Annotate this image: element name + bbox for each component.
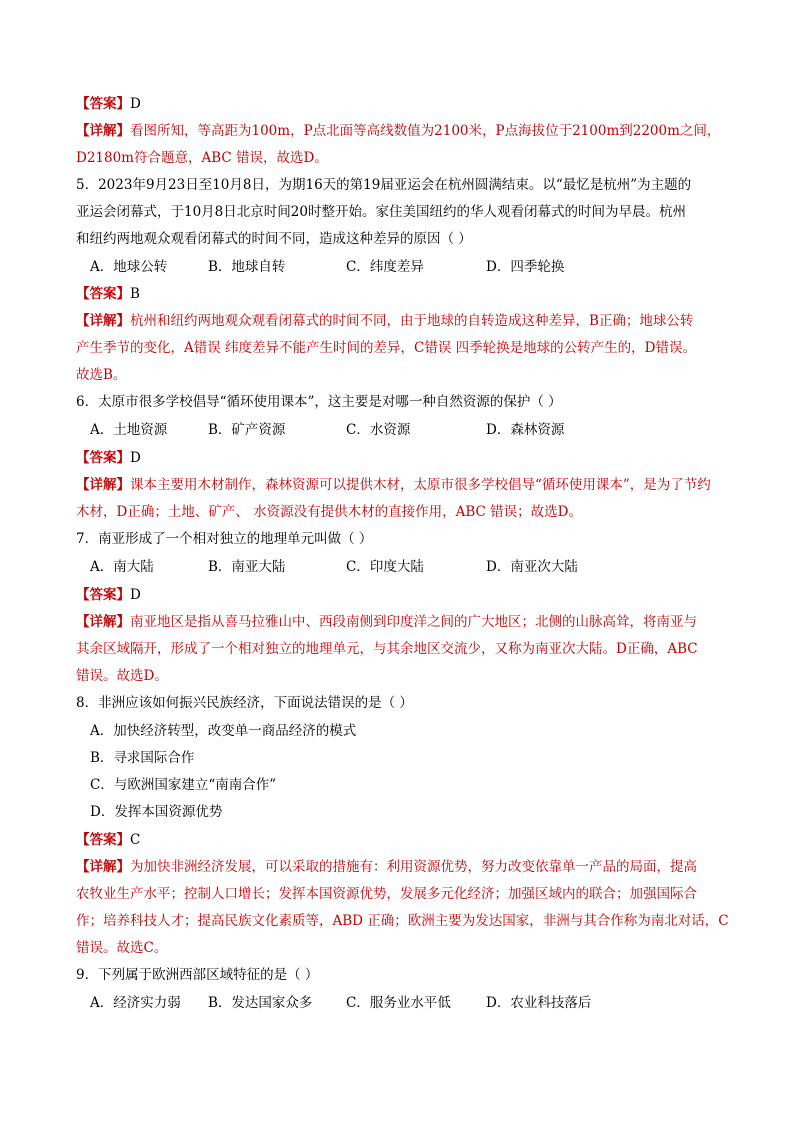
q6-detail-line-2: 木材，D正确；土地、矿产、 水资源没有提供木材的直接作用，ABC 错误；故选D。	[76, 504, 582, 520]
option-c: C．服务业水平低	[346, 995, 451, 1011]
detail-tag: 【详解】	[76, 123, 130, 139]
detail-text: 课本主要用木材制作，森林资源可以提供木材，太原市很多学校倡导“循环使用课本”，是为了节约	[130, 477, 711, 493]
q8-answer-line	[76, 830, 750, 850]
answer-tag: 【答案】	[76, 832, 130, 848]
q6-answer-line	[76, 448, 750, 468]
option-b: B．矿产资源	[208, 422, 286, 438]
detail-tag: 【详解】	[76, 313, 130, 329]
q8-detail-line-4: 错误。故选C。	[76, 940, 168, 956]
detail-text: 为加快非洲经济发展，可以采取的措施有：利用资源优势，努力改变依靠单一产品的局面，提高	[130, 859, 697, 875]
answer-tag: 【答案】	[76, 450, 130, 466]
answer-tag: 【答案】	[76, 587, 130, 603]
q7-answer-line	[76, 585, 750, 605]
q8-detail-line-2: 农牧业生产水平；控制人口增长；发挥本国资源优势，发展多元化经济；加强区域内的联合；加强国际合	[76, 886, 697, 902]
option-b: B．地球自转	[208, 259, 286, 275]
q8-detail-line-3: 作；培养科技人才；提高民族文化素质等，ABD 正确；欧洲主要为发达国家，非洲与其合作称为南北对话，C	[76, 913, 729, 929]
q5-answer-line	[76, 284, 750, 304]
detail-tag: 【详解】	[76, 859, 130, 875]
q7-detail-line-3: 错误。故选D。	[76, 668, 168, 684]
q5-stem-line-3: 和纽约两地观众观看闭幕式的时间不同，造成这种差异的原因（ ）	[76, 231, 472, 247]
option-a: A．经济实力弱	[90, 995, 181, 1011]
detail-text: 杭州和纽约两地观众观看闭幕式的时间不同，由于地球的自转造成这种差异，B正确；地球公转	[130, 313, 694, 329]
q5-detail-line-2: 产生季节的变化，A错误 纬度差异不能产生时间的差异，C错误 四季轮换是地球的公转产生的，D错误。	[76, 340, 696, 356]
q7-stem-line-1: 7．南亚形成了一个相对独立的地理单元叫做（ ）	[76, 531, 373, 547]
q8-option-b: B．寻求国际合作	[90, 750, 195, 766]
answer-value: C	[130, 832, 141, 848]
q8-option-a: A．加快经济转型，改变单一商品经济的模式	[90, 723, 357, 739]
q6-detail-line-1	[76, 475, 750, 495]
answer-value: B	[130, 286, 140, 302]
answer-value: D	[130, 587, 141, 603]
option-b: B．南亚大陆	[208, 559, 286, 575]
q5-stem-line-1: 5．2023年9月23日至10月8日，为期16天的第19届亚运会在杭州圆满结束。以“最忆是杭州”为主题的	[76, 177, 692, 193]
q6-stem-line-1: 6．太原市很多学校倡导“循环使用课本”，这主要是对哪一种自然资源的保护（ ）	[76, 394, 562, 410]
option-c: C．印度大陆	[346, 559, 424, 575]
q7-detail-line-2: 其余区域隔开，形成了一个相对独立的地理单元，与其余地区交流少，又称为南亚次大陆。D正确，ABC	[76, 641, 698, 657]
detail-text: 南亚地区是指从喜马拉雅山中、西段南侧到印度洋之间的广大地区；北侧的山脉高耸，将南亚与	[130, 614, 697, 630]
q4-detail-line-1	[76, 121, 750, 141]
q9-stem-line-1: 9．下列属于欧洲西部区域特征的是（ ）	[76, 967, 319, 983]
q8-option-d: D．发挥本国资源优势	[90, 804, 223, 820]
q5-detail-line-3: 故选B。	[76, 367, 127, 383]
option-d: D．四季轮换	[486, 259, 565, 275]
answer-value: D	[130, 450, 141, 466]
option-c: C．水资源	[346, 422, 411, 438]
q8-stem-line-1: 8．非洲应该如何振兴民族经济，下面说法错误的是（ ）	[76, 695, 413, 711]
option-d: D．农业科技落后	[486, 995, 592, 1011]
q8-option-c: C．与欧洲国家建立“南南合作”	[90, 777, 277, 793]
option-b: B．发达国家众多	[208, 995, 313, 1011]
q4-detail-line-2: D2180m符合题意，ABC 错误，故选D。	[76, 150, 328, 166]
answer-tag: 【答案】	[76, 286, 130, 302]
detail-tag: 【详解】	[76, 477, 130, 493]
q4-answer-line	[76, 94, 750, 114]
option-c: C．纬度差异	[346, 259, 424, 275]
q5-detail-line-1	[76, 311, 750, 331]
detail-text: 看图所知，等高距为100m，P点北面等高线数值为2100米，P点海拔位于2100m到2200m之间，	[130, 123, 721, 139]
option-d: D．南亚次大陆	[486, 559, 578, 575]
option-a: A．南大陆	[90, 559, 154, 575]
answer-tag: 【答案】	[76, 96, 130, 112]
answer-value: D	[130, 96, 141, 112]
q5-stem-line-2: 亚运会闭幕式，于10月8日北京时间20时整开始。家住美国纽约的华人观看闭幕式的时间为早晨。杭州	[76, 204, 686, 220]
option-a: A．土地资源	[90, 422, 168, 438]
option-a: A．地球公转	[90, 259, 168, 275]
option-d: D．森林资源	[486, 422, 565, 438]
q7-detail-line-1	[76, 612, 750, 632]
q8-detail-line-1	[76, 857, 750, 877]
detail-tag: 【详解】	[76, 614, 130, 630]
